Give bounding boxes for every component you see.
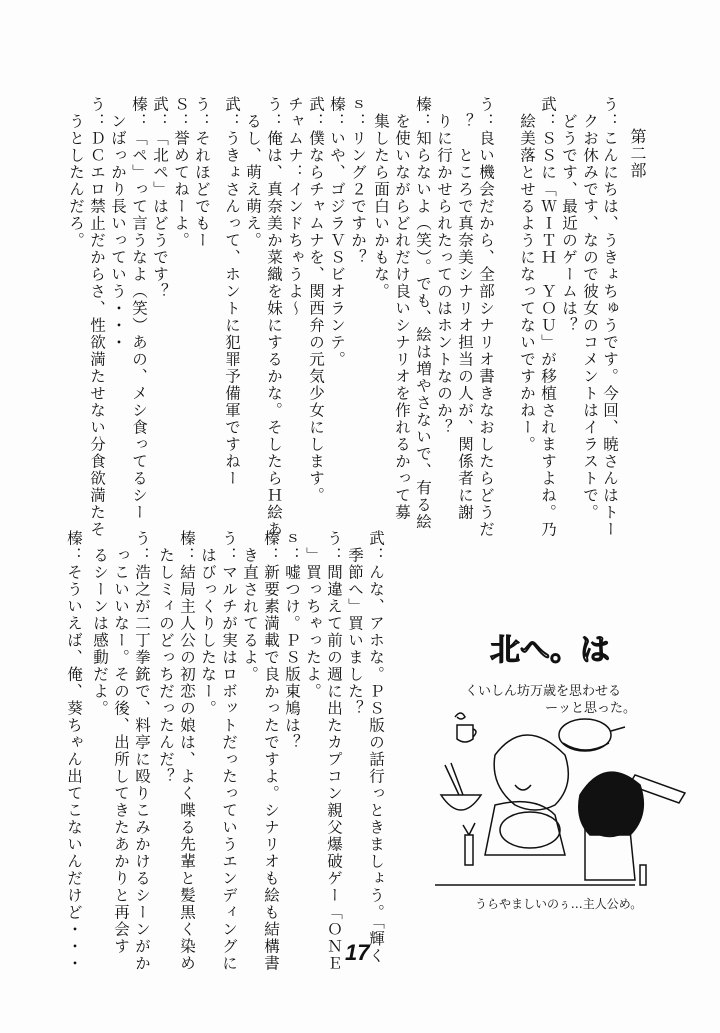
dialogue-line: ンばっかり長いっていう・・・ [109,96,127,351]
dialogue-line: 」買っちゃったよ。 [304,530,322,700]
dialogue-line: はびっくりしたなー。 [199,530,217,717]
illustration-caption-bottom: うらやましいのぅ…主人公め。 [475,897,643,911]
dialogue-line: ｓ：リング２ですか？ [349,96,367,266]
dialogue-line: 絵美落とせるようになってないですかねー。 [518,96,536,453]
dialogue-line: う：俺は、真奈美か菜織を妹にするかな。そしたらＨ絵あ [265,96,283,538]
dialogue-line: ｓ：嘘つけ。ＰＳ版東鳩は？ [283,530,301,751]
dialogue-line: う：マルチが実はロボットだったっていうエンディングに [220,530,238,972]
dialogue-line: 榛：いや、ゴジラＶＳビオランテ。 [328,96,346,368]
dialogue-line: 武：ＳＳに「ＷＩＴＨ ＹＯＵ」が移植されますよね。乃 [539,96,557,538]
dialogue-line: 武：僕ならチャムナを、関西弁の元気少女にします。 [307,96,325,504]
illustration-heading: 北へ。は [490,633,610,668]
dialogue-line: 季節へ」買いました？ [346,530,364,717]
characters-drawing [435,705,705,905]
dialogue-line: ？ ところで真奈美シナリオ担当の人が、関係者に謝 [456,96,474,521]
dialogue-line: を使いながらどれだけ良いシナリオを作れるかって募 [393,96,411,521]
dialogue-line: っこいいなー。その後、出所してきたあかりと再会す [112,530,130,955]
dialogue-line: りに行かせられたってのはホントなのか？ [435,96,453,436]
dialogue-line: う：それほどでもー [193,96,211,249]
dialogue-line: 榛：「ペ」って言うなよ（笑）あの、メシ食ってるシー [130,96,148,521]
page-number: 17 [345,940,370,965]
dialogue-line: う：浩之が二丁拳銃で、料亭に殴りこみかけるシーンがか [133,530,151,972]
dialogue-line: Ｓ：誉めてねーよ。 [172,96,190,249]
dialogue-line: るし、萌え萌え。 [244,96,262,249]
dialogue-line: う：こんにちは、うきょちゅうです。今回、暁さんはトー [601,96,619,538]
dialogue-line: たしミィのどっちだったんだ？ [157,530,175,785]
dialogue-line: 榛：知らないよ（笑）。でも、絵は増やさないで、有る絵 [414,96,432,531]
illustration [435,595,705,915]
dialogue-line: クお休みです、なので彼女のコメントはイラストで。 [581,96,599,521]
section-title: 第二部 [628,128,647,179]
dialogue-line: どうです、最近のゲームは？ [560,96,578,334]
dialogue-line: 武：「北ペ」はどうです？ [151,96,169,300]
dialogue-line: 榛：結局主人公の初恋の娘は、よく喋る先輩と髪黒く染め [178,530,196,972]
illustration-caption-top: くいしん坊万歳を思わせる [465,684,622,699]
dialogue-line: う：ＤＣエロ禁止だからさ、性欲満たせない分食欲満たそ [88,96,106,538]
dialogue-line: チャムナ：インドちゃうよ～ [286,96,304,317]
dialogue-line: 榛：新要素満載で良かったですよ。シナリオも絵も結構書 [262,530,280,972]
dialogue-line: う：間違えて前の週に出たカプコン親父爆破ゲー「ＯＮＥ [325,530,343,972]
dialogue-line: 武：うきょさんって、ホントに犯罪予備軍ですねー [223,96,241,487]
dialogue-line: るシーンは感動だよ。 [91,530,109,717]
illustration-caption-top-2: ーッと思った。 [545,701,637,716]
dialogue-line: 榛：そういえば、俺、葵ちゃん出てこないんだけど・・・ [65,530,83,972]
dialogue-line: 集したら面白いかもな。 [372,96,390,300]
dialogue-line: き直されてるよ。 [241,530,259,683]
dialogue-line: 武：んな、アホな。ＰＳ版の話行っときましょう。「輝く [367,530,385,965]
dialogue-line: うとしたんだろ。 [67,96,85,249]
dialogue-line: う：良い機会だから、全部シナリオ書きなおしたらどうだ [477,96,495,538]
